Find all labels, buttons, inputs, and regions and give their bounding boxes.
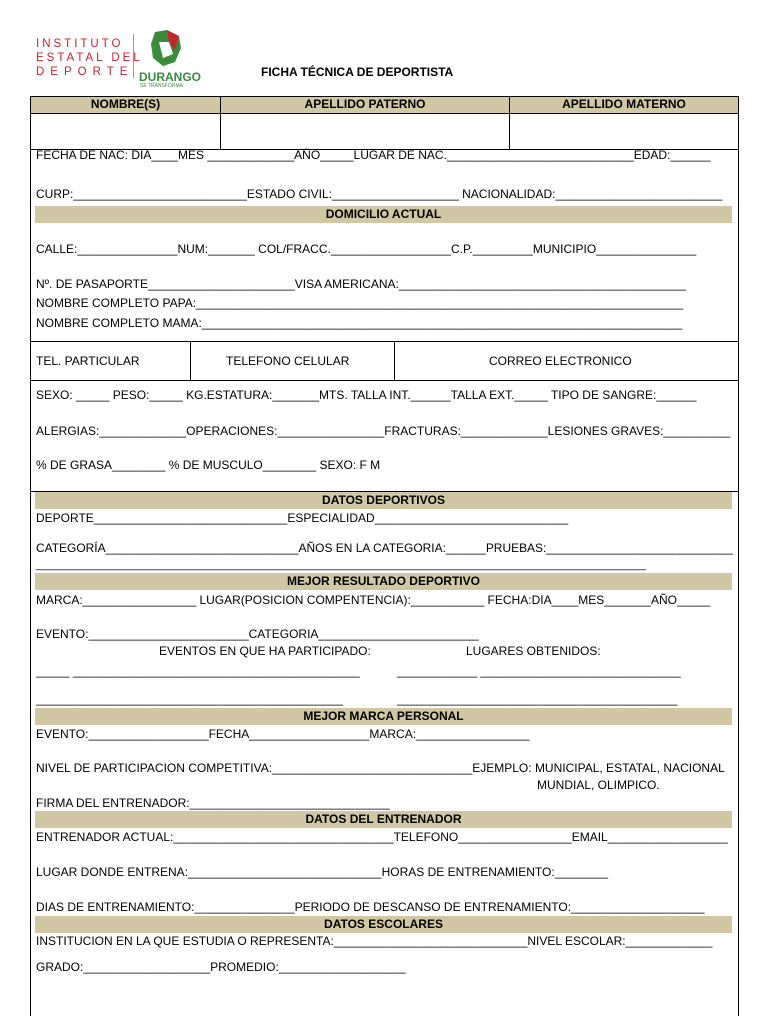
table-border	[190, 341, 191, 380]
birth-data-row[interactable]: FECHA DE NAC: DIA____MES _____________AÑO_____LUGAR DE NAC.____________________________EDAD:______	[36, 148, 711, 162]
pasaporte-row[interactable]: Nº. DE PASAPORTE______________________VISA AMERICANA:___________________________________________	[36, 277, 686, 291]
grado-row[interactable]: GRADO:___________________PROMEDIO:___________________	[36, 960, 406, 974]
nivel-participacion-row[interactable]: NIVEL DE PARTICIPACION COMPETITIVA:______________________________EJEMPLO: MUNICIPAL, ESTATAL, NACIONAL	[36, 761, 725, 775]
durango-emblem-icon	[145, 28, 191, 70]
lugar-line-1[interactable]: ____________ ______________________________	[397, 664, 681, 678]
paterno-col-header: APELLIDO PATERNO	[221, 96, 509, 113]
apellido-paterno-field[interactable]	[221, 114, 508, 149]
table-border	[394, 341, 395, 380]
logo-line-2: ESTATAL DEL	[36, 52, 143, 64]
nivel-ejemplo-continuation: MUNDIAL, OLIMPICO.	[537, 778, 660, 792]
section-domicilio: DOMICILIO ACTUAL	[35, 206, 732, 223]
marca-row[interactable]: MARCA:_________________ LUGAR(POSICION COMPENTENCIA):___________ FECHA:DIA____MES_______AÑO_____	[36, 593, 711, 607]
evento-line-2[interactable]: ______________________________________________	[36, 692, 343, 706]
table-border	[30, 96, 739, 97]
table-border	[30, 380, 739, 381]
name-col-header: NOMBRE(S)	[31, 96, 220, 113]
lugar-entrena-row[interactable]: LUGAR DONDE ENTRENA:_____________________________HORAS DE ENTRENAMIENTO:________	[36, 865, 609, 879]
section-mejor-resultado: MEJOR RESULTADO DEPORTIVO	[35, 573, 732, 590]
section-escolares: DATOS ESCOLARES	[35, 916, 732, 933]
eventos-participado-label: EVENTOS EN QUE HA PARTICIPADO:	[159, 644, 371, 658]
mama-row[interactable]: NOMBRE COMPLETO MAMA:________________________________________________________________________	[36, 316, 683, 330]
nombre-field[interactable]	[31, 114, 219, 149]
logo-divider	[133, 34, 134, 78]
logo-line-1: INSTITUTO	[36, 38, 124, 50]
lugares-obtenidos-label: LUGARES OBTENIDOS:	[466, 644, 601, 658]
calle-row[interactable]: CALLE:_______________NUM:_______ COL/FRACC.__________________C.P._________MUNICIPIO_______________	[36, 242, 697, 256]
curp-row[interactable]: CURP:__________________________ESTADO CIVIL:___________________ NACIONALIDAD:_________________________	[36, 187, 723, 201]
entrenador-actual-row[interactable]: ENTRENADOR ACTUAL:_________________________________TELEFONO_________________EMAIL__________________	[36, 830, 728, 844]
correo-electronico-label[interactable]: CORREO ELECTRONICO	[489, 354, 632, 368]
physical-row-1[interactable]: SEXO: _____ PESO:_____ KG.ESTATURA:_______MTS. TALLA INT.______TALLA EXT._____ TIPO DE SANGRE:______	[36, 388, 697, 402]
brand-name: DURANGO	[139, 70, 201, 84]
evento-line-1[interactable]: _____ ___________________________________________	[36, 664, 360, 678]
evento-row[interactable]: EVENTO:________________________CATEGORIA________________________	[36, 627, 479, 641]
section-mejor-marca: MEJOR MARCA PERSONAL	[35, 708, 732, 725]
physical-row-2[interactable]: ALERGIAS:_____________OPERACIONES:________________FRACTURAS:_____________LESIONES GRAVES:__________	[36, 424, 731, 438]
brand-tagline: SE TRANSFORMA	[140, 83, 183, 89]
marca-personal-row[interactable]: EVENTO:__________________FECHA__________________MARCA:_________________	[36, 727, 530, 741]
firma-entrenador-row[interactable]: FIRMA DEL ENTRENADOR:______________________________	[36, 796, 390, 810]
institucion-row[interactable]: INSTITUCION EN LA QUE ESTUDIA O REPRESENTA:_____________________________NIVEL ESCOLAR:_____________	[36, 934, 713, 948]
dias-entrenamiento-row[interactable]: DIAS DE ENTRENAMIENTO:_______________PERIODO DE DESCANSO DE ENTRENAMIENTO:____________________	[36, 900, 705, 914]
lugar-line-2[interactable]: __________________________________________	[397, 692, 678, 706]
section-deportivos: DATOS DEPORTIVOS	[35, 492, 732, 509]
tel-particular-label[interactable]: TEL. PARTICULAR	[36, 354, 140, 368]
table-border	[30, 341, 739, 342]
physical-row-3[interactable]: % DE GRASA________ % DE MUSCULO________ SEXO: F M	[36, 458, 381, 472]
page-title: FICHA TÉCNICA DE DEPORTISTA	[261, 65, 454, 79]
deporte-row[interactable]: DEPORTE_____________________________ESPECIALIDAD_____________________________	[36, 511, 569, 525]
materno-col-header: APELLIDO MATERNO	[510, 96, 738, 113]
apellido-materno-field[interactable]	[510, 114, 737, 149]
logo-line-3: DEPORTE	[36, 66, 134, 78]
deportivos-blank-line[interactable]: __________________________________________________________________________________________________	[36, 559, 646, 571]
telefono-celular-label[interactable]: TELEFONO CELULAR	[226, 354, 350, 368]
section-entrenador: DATOS DEL ENTRENADOR	[35, 811, 732, 828]
frame-right	[738, 96, 739, 1016]
categoria-row[interactable]: CATEGORÍA_____________________________AÑOS EN LA CATEGORIA:______PRUEBAS:____________________________	[36, 541, 733, 555]
frame-left	[30, 96, 31, 1016]
papa-row[interactable]: NOMBRE COMPLETO PAPA:_________________________________________________________________________	[36, 296, 684, 310]
